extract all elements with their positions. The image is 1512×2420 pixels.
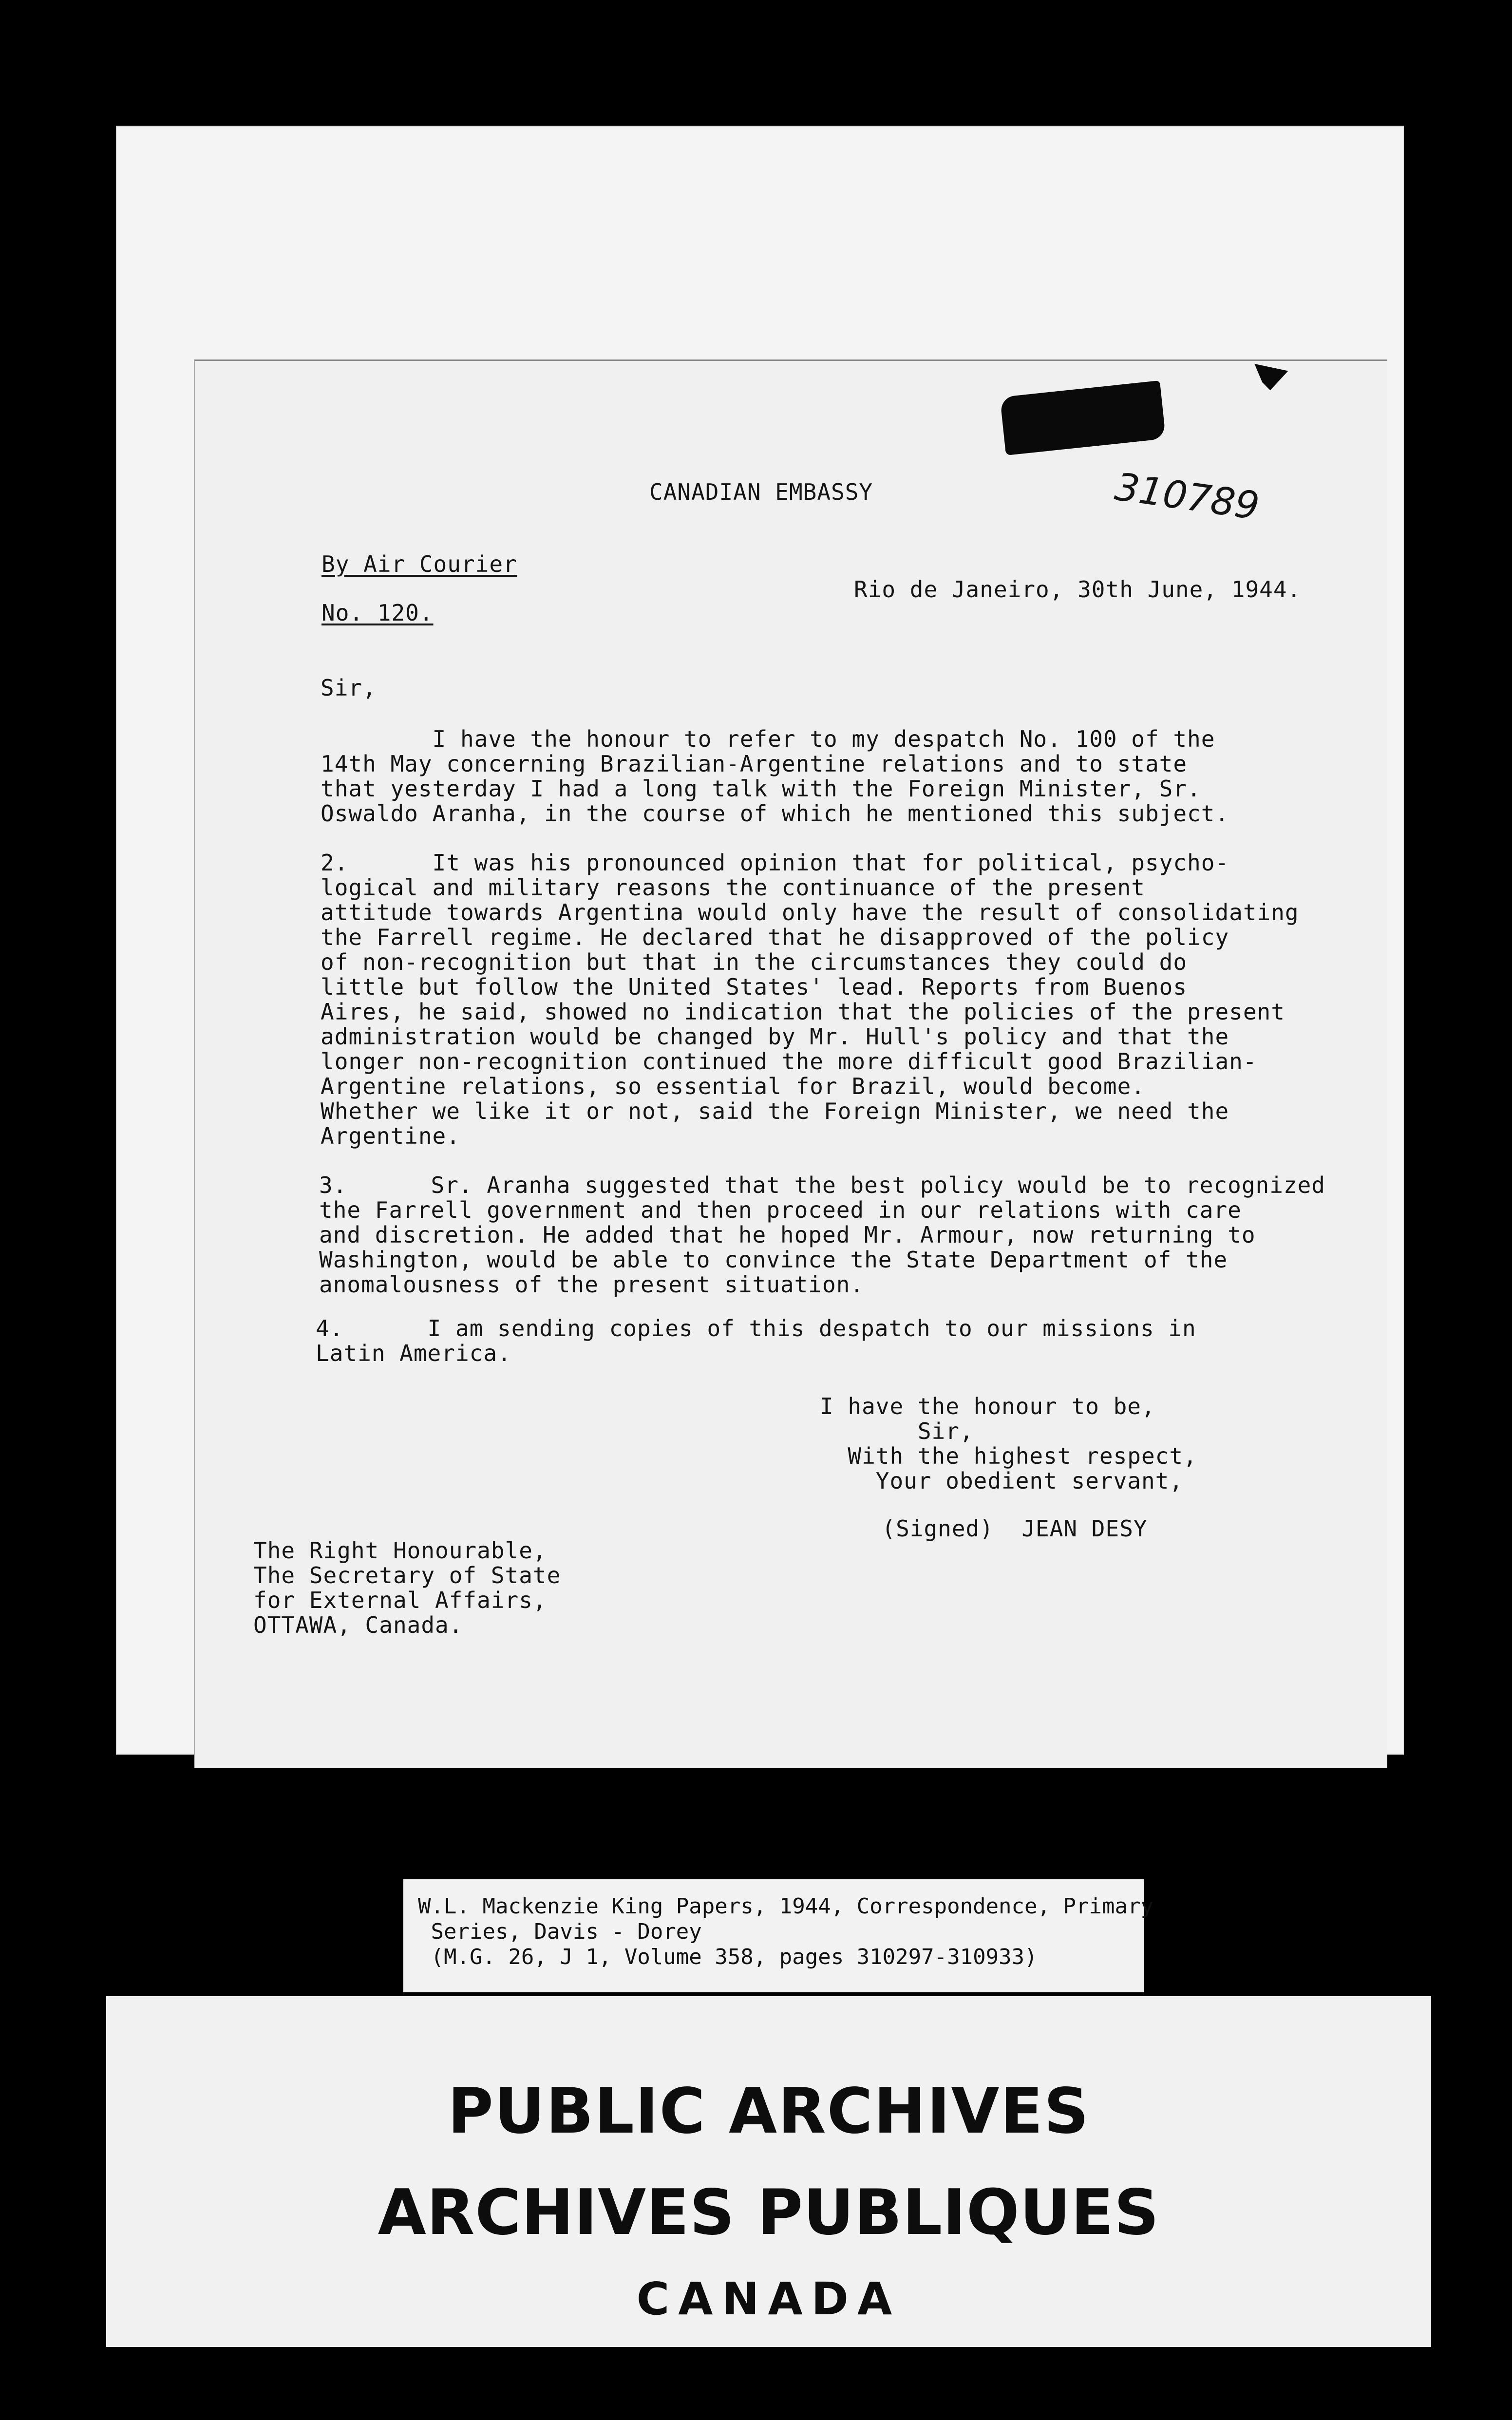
closing: I have the honour to be, Sir, With the highest respect, Your obedient servant, <box>820 1393 1197 1494</box>
paragraph-1: I have the honour to refer to my despatch No. 100 of the 14th May concerning Brazilian-Argentine relations and to state that yesterday I had a long talk with the Foreign Minister, Sr. Oswaldo Aranha, in the course of which he mentioned this subject. <box>321 726 1229 827</box>
letter-heading: CANADIAN EMBASSY <box>649 479 873 505</box>
stamp-line-3: CANADA <box>636 2273 901 2325</box>
paragraph-4: 4. I am sending copies of this despatch to our missions in Latin America. <box>316 1315 1196 1366</box>
handwritten-file-number: 310789 <box>1112 465 1262 529</box>
citation-label: W.L. Mackenzie King Papers, 1944, Correspondence, Primary Series, Davis - Dorey (M.G. 26, J 1, Volume 358, pages 310297-310933) <box>403 1879 1144 1992</box>
stamp-line-2: ARCHIVES PUBLIQUES <box>378 2176 1160 2249</box>
salutation: Sir, <box>321 675 377 701</box>
signature: (Signed) JEAN DESY <box>854 1515 1148 1542</box>
archives-stamp <box>106 1996 1431 2347</box>
place-date: Rio de Janeiro, 30th June, 1944. <box>854 576 1302 603</box>
despatch-number: No. 120. <box>321 600 434 626</box>
stamp-line-1: PUBLIC ARCHIVES <box>448 2075 1090 2148</box>
paragraph-3: 3. Sr. Aranha suggested that the best policy would be to recognized the Farrell government and then proceed in our relations with care and discretion. He added that he hoped Mr. Armour, now returning to Washington, would be able to convince the State Department of the anomalousness of the present situation. <box>319 1172 1325 1298</box>
addressee-block: The Right Honourable, The Secretary of State for External Affairs, OTTAWA, Canada. <box>253 1537 561 1638</box>
paragraph-2: 2. It was his pronounced opinion that for political, psycho- logical and military reasons the continuance of the present attitude towards Argentina would only have the result of consolidating the Farrell regime. He declared that he disapproved of the policy of non-recognition but that in the circumstances they could do little but follow the United States' lead. Reports from Buenos Aires, he said, showed no indication that the policies of the present administration would be changed by Mr. Hull's policy and that the longer non-recognition continued the more difficult good Brazilian- Argentine relations, so essential for Brazil, would become. Whether we like it or not, said the Foreign Minister, we need the Argentine. <box>321 850 1299 1149</box>
delivery-method: By Air Courier <box>321 551 517 577</box>
